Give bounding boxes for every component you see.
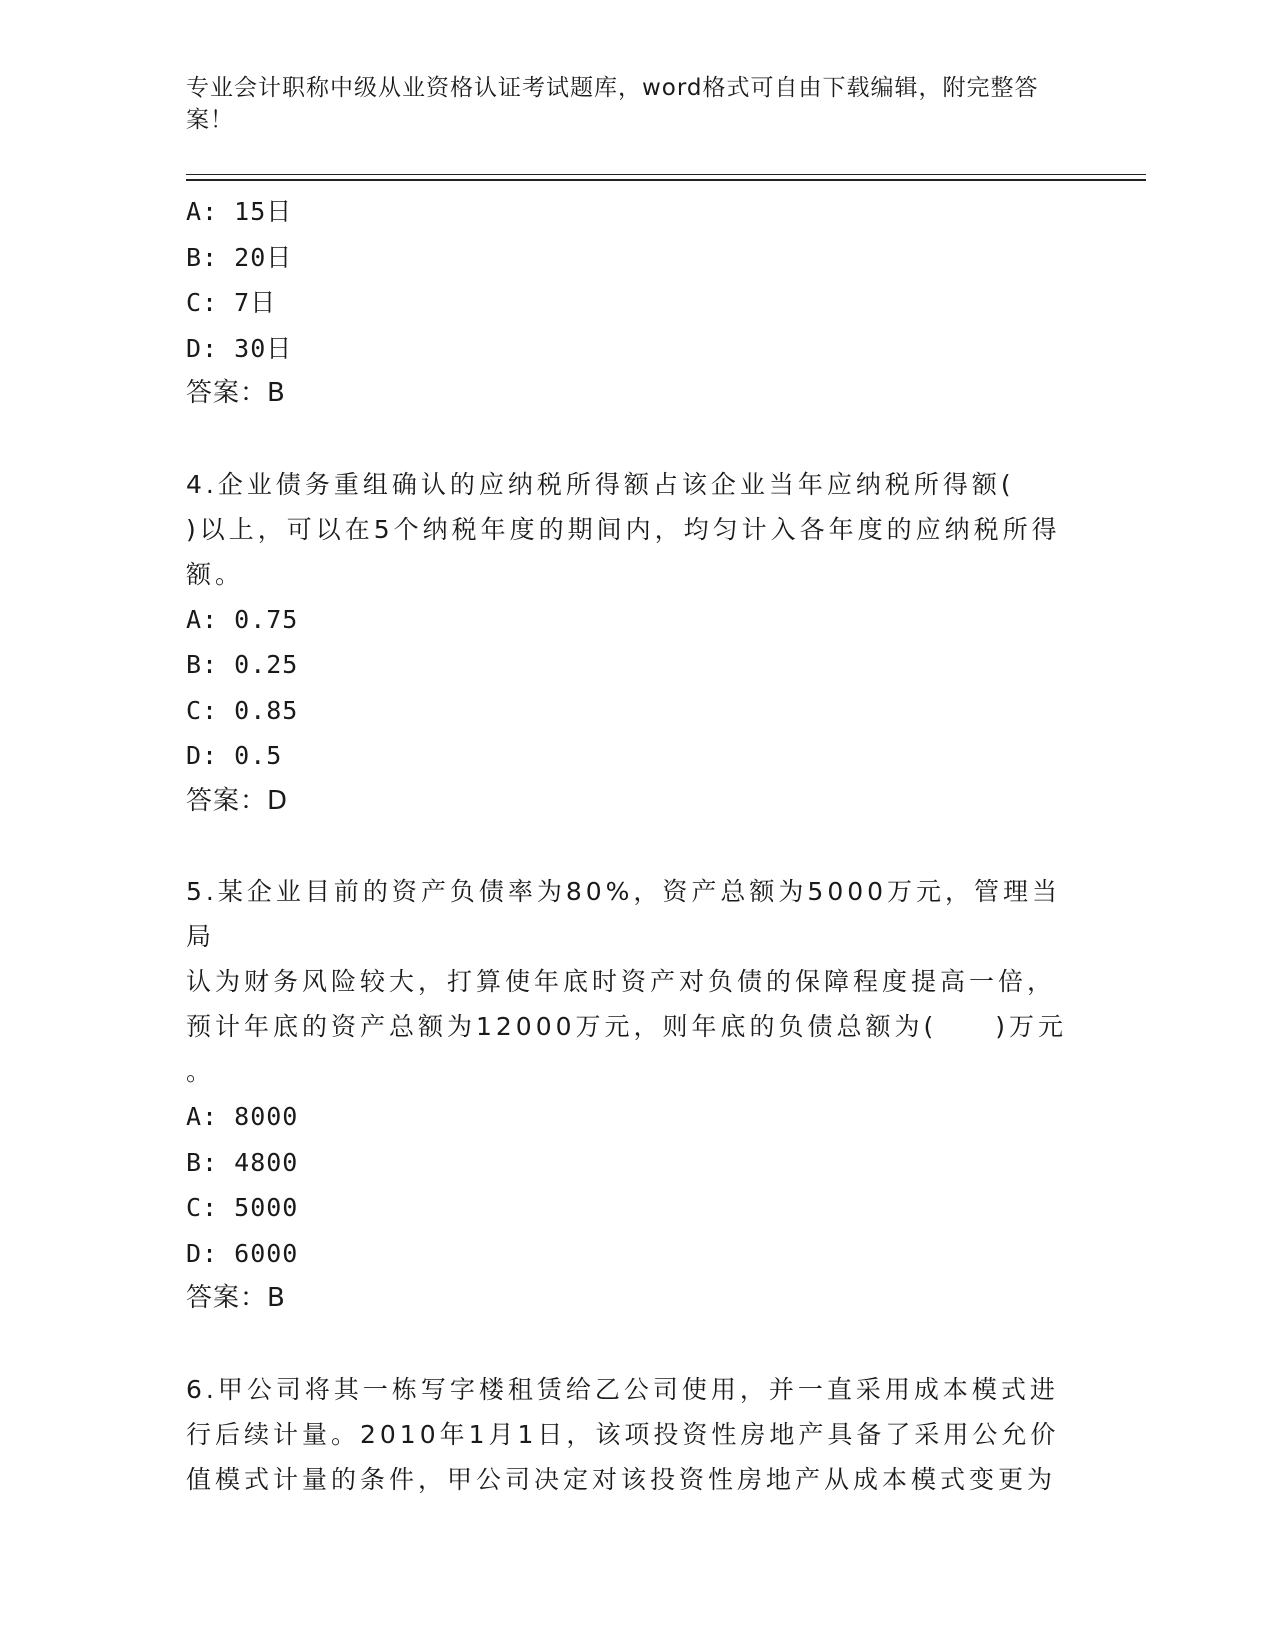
question-5 [186,869,1086,1322]
question-text-line: 额。 [186,559,245,589]
question-text-line: 认为财务风险较大，打算使年底时资产对负债的保障程度提高一倍， [186,967,1057,996]
question-text-line: 行后续计量。2010年1月1日，该项投资性房地产具备了采用公允价 [186,1419,1060,1449]
option-c: C: 7日 [186,288,277,317]
question-text-line: 4.企业债务重组确认的应纳税所得额占该企业当年应纳税所得额( [186,469,1015,499]
question-text-line: 预计年底的资产总额为12000万元，则年底的负债总额为( )万元 [186,1012,1068,1041]
spacer [186,824,1086,869]
option-d: D: 30日 [186,333,293,363]
option-a: A: 8000 [186,1102,299,1131]
spacer [186,417,1086,462]
header-divider-thick [186,179,1146,181]
option-c: C: 0.85 [186,695,299,725]
option-a: A: 0.75 [186,604,299,634]
question-text-line: 5.某企业目前的资产负债率为80%，资产总额为5000万元，管理当局 [186,877,1062,951]
option-a: A: 15日 [186,197,293,226]
spacer [186,1322,1086,1367]
option-b: B: 20日 [186,242,293,272]
question-text-line: 值模式计量的条件，甲公司决定对该投资性房地产从成本模式变更为 [186,1464,1057,1494]
question-3 [186,189,1086,417]
header-divider-thin [186,174,1146,175]
question-text-line: 6.甲公司将其一栋写字楼租赁给乙公司使用，并一直采用成本模式进 [186,1374,1059,1404]
document-body [186,189,1086,1502]
header-title-line-2: 案！ [186,107,234,133]
document-header [186,72,1066,136]
option-d: D: 0.5 [186,741,283,770]
answer: 答案：D [186,785,289,816]
question-text-line: )以上，可以在5个纳税年度的期间内，均匀计入各年度的应纳税所得 [186,514,1061,544]
question-4 [186,462,1086,825]
option-d: D: 6000 [186,1238,299,1268]
answer: 答案：B [186,1283,286,1313]
option-c: C: 5000 [186,1193,299,1222]
answer: 答案：B [186,378,286,408]
question-6 [186,1367,1086,1502]
header-title-line-1: 专业会计职称中级从业资格认证考试题库，word格式可自由下载编辑，附完整答 [186,75,1039,101]
option-b: B: 0.25 [186,650,299,679]
option-b: B: 4800 [186,1147,299,1177]
question-text-line: 。 [186,1057,216,1086]
